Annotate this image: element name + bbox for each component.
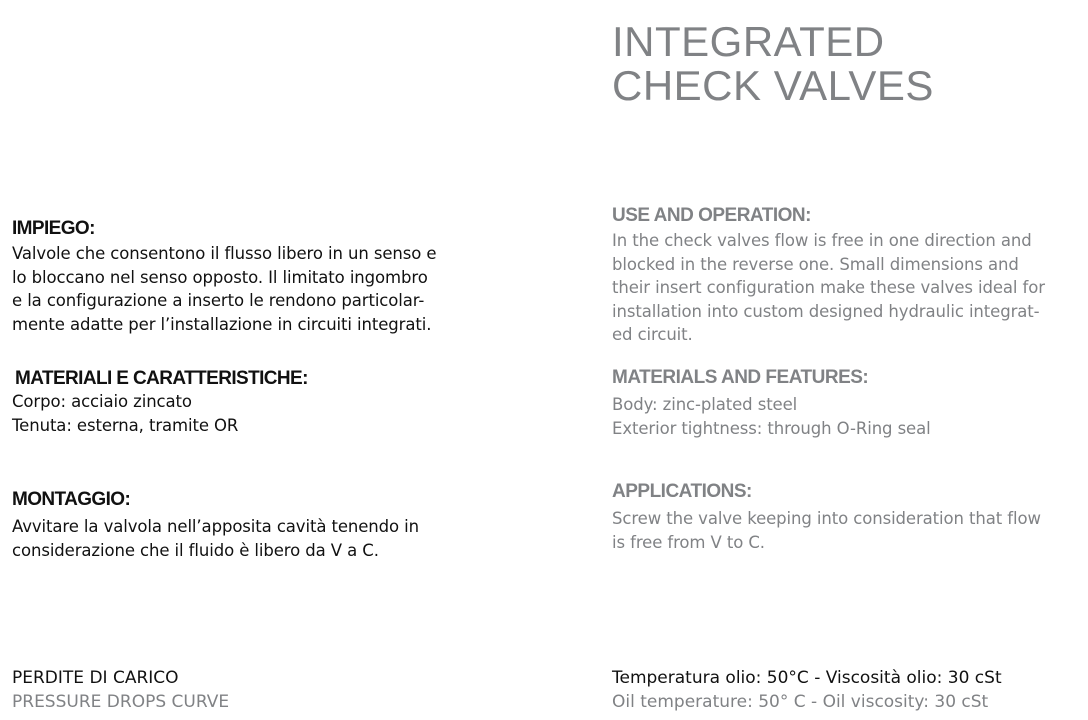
section-heading-impiego: IMPIEGO: — [12, 218, 95, 239]
section-heading-applications: APPLICATIONS: — [612, 481, 752, 502]
section-body-impiego — [12, 242, 436, 336]
section-impiego — [12, 218, 436, 336]
oil-conditions-it: Temperatura olio: 50°C - Viscosità olio: 30 cSt — [612, 668, 1002, 688]
oil-conditions-en: Oil temperature: 50° C - Oil viscosity: 30 cSt — [612, 692, 989, 712]
section-heading-materiali: MATERIALI E CARATTERISTICHE: — [15, 368, 308, 389]
text-line: Exterior tightness: through O-Ring seal — [612, 418, 931, 438]
text-line: mente adatte per l’installazione in circuiti integrati. — [12, 314, 432, 334]
section-heading-montaggio: MONTAGGIO: — [12, 489, 131, 510]
text-line: lo bloccano nel senso opposto. Il limitato ingombro — [12, 267, 428, 287]
section-materials — [612, 367, 931, 440]
footer-left — [12, 666, 229, 714]
text-line: blocked in the reverse one. Small dimensions and — [612, 254, 1019, 274]
section-heading-use: USE AND OPERATION: — [612, 205, 811, 226]
pressure-drops-label-it: PERDITE DI CARICO — [12, 668, 179, 688]
section-heading-materials: MATERIALS AND FEATURES: — [612, 367, 869, 388]
text-line: Valvole che consentono il flusso libero in un senso e — [12, 244, 437, 263]
section-body-use — [612, 229, 1045, 347]
text-line: Tenuta: esterna, tramite OR — [12, 415, 239, 435]
text-line: Screw the valve keeping into consideration that flow — [612, 509, 1041, 528]
page-title — [612, 20, 934, 108]
text-line: Body: zinc-plated steel — [612, 395, 798, 414]
text-line: ed circuit. — [612, 325, 693, 344]
section-body-materiali — [12, 390, 308, 437]
text-line: is free from V to C. — [612, 532, 765, 552]
text-line: installation into custom designed hydraulic integrat- — [612, 301, 1040, 321]
title-line-2: CHECK VALVES — [612, 62, 934, 109]
section-applications — [612, 481, 1041, 554]
section-body-materials — [612, 393, 931, 440]
section-materiali — [12, 368, 308, 437]
title-line-1: INTEGRATED — [612, 18, 885, 65]
text-line: e la configurazione a inserto le rendono particolar- — [12, 291, 425, 310]
text-line: In the check valves flow is free in one direction and — [612, 231, 1032, 250]
section-use-operation — [612, 205, 1045, 347]
text-line: Avvitare la valvola nell’apposita cavità tenendo in — [12, 517, 420, 536]
section-body-applications — [612, 507, 1041, 554]
section-montaggio — [12, 489, 419, 562]
text-line: Corpo: acciaio zincato — [12, 392, 192, 411]
pressure-drops-label-en: PRESSURE DROPS CURVE — [12, 692, 230, 712]
text-line: their insert configuration make these valves ideal for — [612, 278, 1045, 297]
footer-right — [612, 666, 1002, 714]
text-line: considerazione che il fluido è libero da V a C. — [12, 540, 379, 560]
section-body-montaggio — [12, 515, 419, 562]
